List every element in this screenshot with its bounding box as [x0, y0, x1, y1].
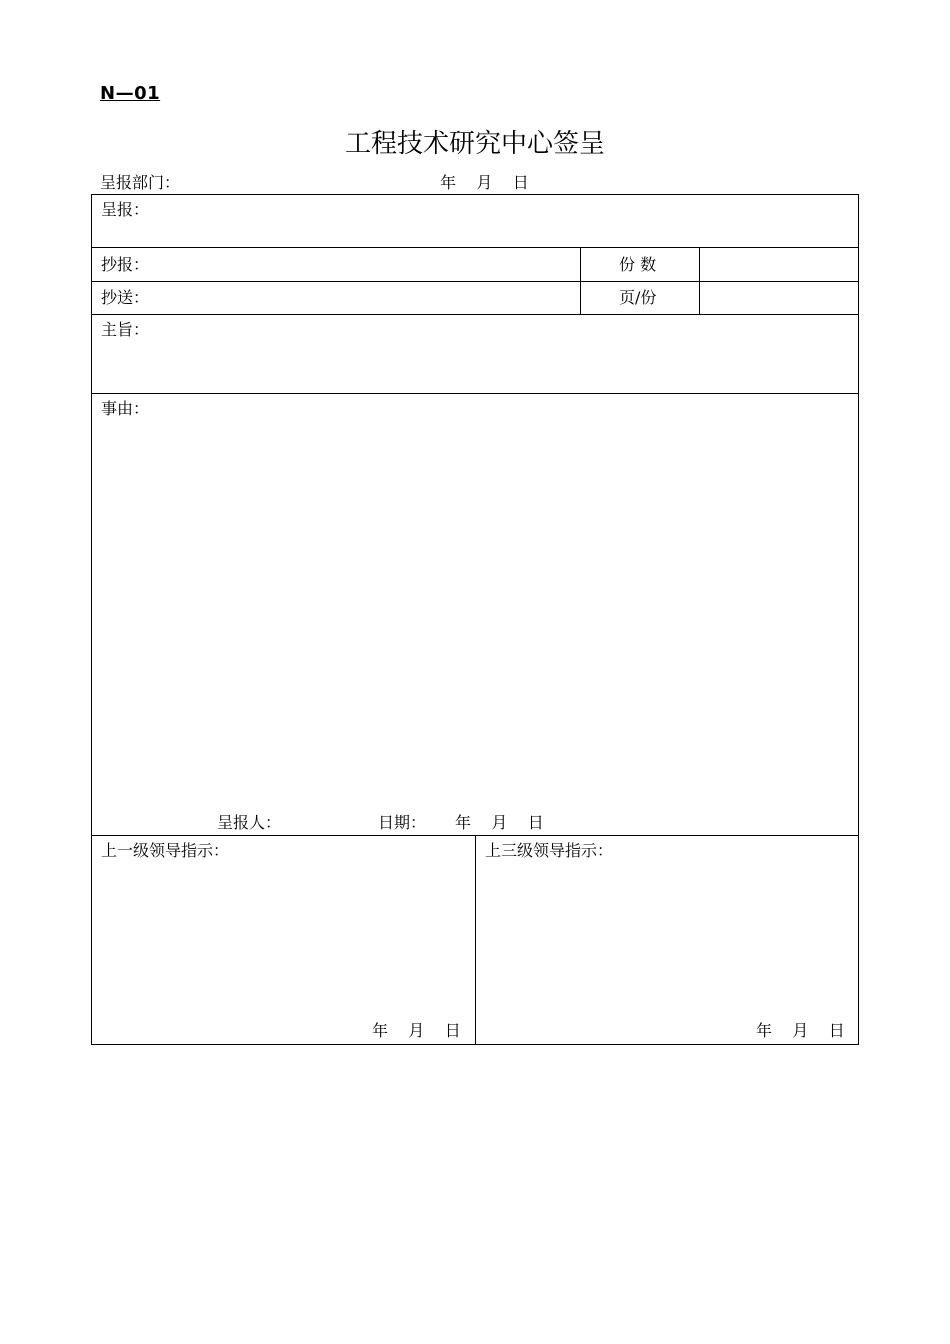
- subject-field[interactable]: [92, 315, 858, 393]
- page-title: 工程技术研究中心签呈: [344, 129, 605, 159]
- submitting-department-label: 呈报部门：: [100, 173, 181, 192]
- petition-form-table: [91, 194, 859, 1045]
- submit-date-label: 日期：: [378, 813, 427, 832]
- subject-label: 主旨：: [101, 320, 150, 339]
- submitter-label: 呈报人：: [217, 813, 282, 832]
- level3-instruction-field[interactable]: [476, 836, 858, 1045]
- report-to-field[interactable]: [92, 195, 858, 247]
- header-date-label: 年 月 日: [440, 173, 529, 192]
- cc-label: 抄报：: [101, 255, 150, 274]
- level1-instruction-field[interactable]: [92, 836, 475, 1045]
- report-to-label: 呈报：: [101, 200, 150, 219]
- pages-label: 页/份: [619, 288, 657, 307]
- document-code: N—01: [100, 83, 161, 104]
- submit-date-value: 年 月 日: [455, 813, 544, 832]
- level3-date: 年 月 日: [756, 1021, 845, 1040]
- reason-field[interactable]: [92, 394, 858, 804]
- copies-field[interactable]: [700, 248, 858, 281]
- reason-label: 事由：: [101, 399, 150, 418]
- copies-label: 份 数: [619, 255, 657, 274]
- column-divider: [580, 247, 581, 314]
- level1-instruction-label: 上一级领导指示：: [101, 841, 230, 860]
- send-to-label: 抄送：: [101, 288, 150, 307]
- level1-date: 年 月 日: [372, 1021, 461, 1040]
- pages-field[interactable]: [700, 282, 858, 314]
- level3-instruction-label: 上三级领导指示：: [485, 841, 614, 860]
